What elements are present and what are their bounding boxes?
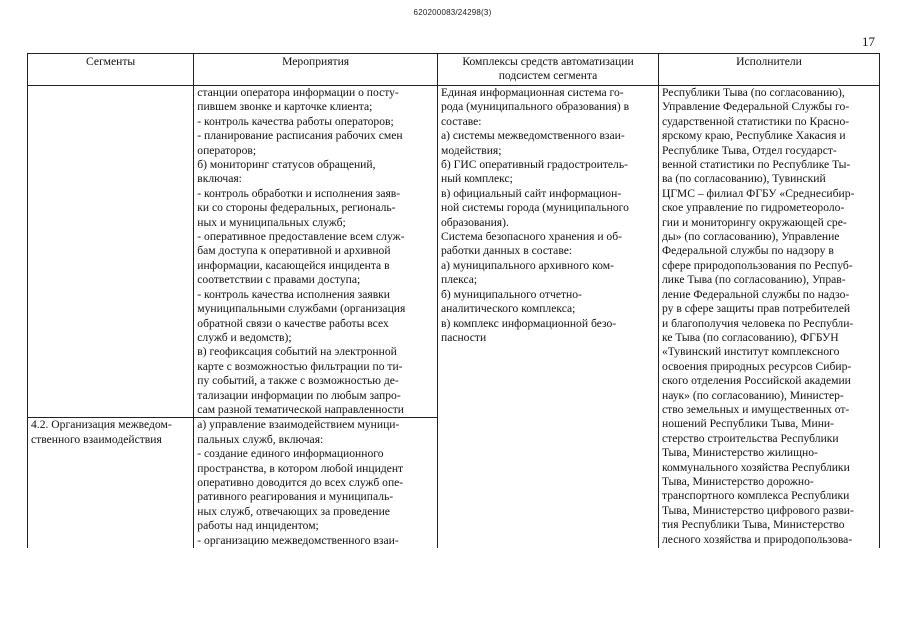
text-line: станции оператора информации о посту- [197, 86, 399, 99]
executors-cell [658, 86, 879, 549]
text-line: ративного реагирования и муниципаль- [197, 490, 394, 504]
text-line: - контроль качества исполнения заявки [197, 287, 391, 301]
text-line: - контроль качества работы операторов; [197, 114, 394, 128]
text-line: ке Тыва (по согласованию), ФГБУН [661, 330, 839, 344]
text-line: ЦГМС – филиал ФГБУ «Среднесибир- [661, 186, 855, 200]
text-line: пу событий, а также с возможностью де- [197, 374, 399, 388]
column-header-measures: Мероприятия [194, 54, 438, 86]
complexes-cell [437, 86, 658, 549]
text-line: ных и муниципальных служб; [197, 215, 346, 229]
text-line: ва (по согласованию), Тувинский [661, 172, 826, 186]
text-line: а) системы межведомственного взаи- [440, 129, 625, 143]
text-line: венной статистики по Республике Ты- [661, 158, 851, 172]
plan-table [27, 53, 880, 548]
text-line: ственного взаимодействия [31, 432, 162, 446]
text-line: наук» (по согласованию), Министер- [661, 388, 844, 402]
text-line: Управление Федеральной Службы го- [661, 100, 850, 114]
text-line: пространства, в котором любой инцидент [197, 461, 404, 475]
text-line: сфере природопользования по Респуб- [661, 258, 853, 272]
text-line: ление Федеральной службы по надзо- [661, 287, 850, 301]
text-line: Республики Тыва (по согласованию), [661, 86, 845, 99]
text-line: сам разной тематической направленности [197, 402, 405, 416]
text-line: «Тувинский институт комплексного [661, 345, 840, 359]
text-line: работы над инцидентом; [197, 519, 319, 533]
text-line: ды» (по согласованию), Управление [661, 230, 840, 244]
text-line: тия Республики Тыва, Министерство [661, 518, 845, 532]
text-line: рода (муниципального образования) в [440, 100, 630, 114]
text-line: бам доступа к оперативной и архивной [197, 244, 391, 258]
text-line: соответствии с правами доступа; [197, 273, 361, 287]
text-line: гии и мониторингу окружающей сре- [661, 215, 847, 229]
measures-cell [194, 418, 438, 548]
text-line: ярскому краю, Республике Хакасия и [661, 129, 846, 143]
text-line: работки данных в составе: [440, 244, 573, 258]
page-number: 17 [862, 34, 875, 49]
text-line: пившем звонке и карточке клиента; [197, 100, 373, 114]
text-line: ношений Республики Тыва, Мини- [661, 417, 834, 431]
text-line: лике Тыва (по согласованию), Управ- [661, 273, 846, 287]
text-line: ных служб, отвечающих за проведение [197, 504, 390, 518]
text-line: транспортного комплекса Республики [661, 489, 850, 503]
text-line: ское управление по гидрометеороло- [661, 201, 845, 215]
text-line: плекса; [440, 273, 478, 287]
table-header-row [28, 54, 880, 86]
text-line: служб и ведомств); [197, 330, 292, 344]
text-line: информации, касающейся инцидента в [197, 258, 390, 272]
text-line: карте с возможностью фильтрации по ти- [197, 359, 403, 373]
text-line: ный комплекс; [440, 172, 513, 186]
text-line: модействия; [440, 143, 502, 157]
text-line: - контроль обработки и исполнения заяв- [197, 186, 401, 200]
table-row [28, 86, 880, 418]
text-line: оперативно доводится до всех служб опе- [197, 475, 404, 489]
text-line: коммунального хозяйства Республики [661, 460, 850, 474]
text-line: ки со стороны федеральных, региональ- [197, 201, 396, 215]
text-line: Единая информационная система го- [440, 86, 624, 99]
document-code: 620200083/24298(3) [413, 8, 492, 17]
text-line: - организацию межведомственного взаи- [197, 533, 399, 547]
text-line: в) комплекс информационной безо- [440, 316, 617, 330]
text-line: включая: [197, 172, 242, 186]
text-line: в) геофиксация событий на электронной [197, 345, 397, 359]
text-line: - создание единого информационного [197, 447, 384, 461]
text-line: б) ГИС оперативный градостроитель- [440, 158, 628, 172]
text-line: сударственной статистики по Красно- [661, 114, 850, 128]
text-line: Тыва, Министерство жилищно- [661, 446, 818, 460]
text-line: ной системы города (муниципального [440, 201, 629, 215]
text-line: - планирование расписания рабочих смен [197, 129, 403, 143]
text-line: и благополучия человека по Республи- [661, 316, 854, 330]
column-header-segments: Сегменты [28, 54, 194, 86]
text-line: тализации информации по любым запро- [197, 388, 401, 402]
segment-cell [28, 86, 194, 418]
column-header-complexes: Комплексы средств автоматизации подсистем сегмента [437, 54, 658, 86]
text-line: муниципальными службами (организация [197, 302, 406, 316]
text-line: ство земельных и имущественных от- [661, 402, 850, 416]
text-line: ру в сфере защиты прав потребителей [661, 302, 851, 316]
text-line: лесного хозяйства и природопользова- [661, 532, 853, 546]
text-line: Тыва, Министерство цифрового разви- [661, 503, 854, 517]
text-line: освоения природных ресурсов Сибир- [661, 359, 852, 373]
text-line: - оперативное предоставление всем служ- [197, 230, 405, 244]
text-line: в) официальный сайт информацион- [440, 186, 622, 200]
text-line: стерство строительства Республики [661, 431, 839, 445]
text-line: пасности [440, 330, 487, 344]
column-header-executors: Исполнители [658, 54, 879, 86]
segment-cell [28, 418, 194, 548]
text-line: составе: [440, 114, 482, 128]
text-line: пальных служб, включая: [197, 432, 324, 446]
text-line: б) муниципального отчетно- [440, 287, 582, 301]
text-line: Республике Тыва, Отдел государст- [661, 143, 837, 157]
text-line: а) управление взаимодействием муници- [197, 418, 400, 432]
text-line: Система безопасного хранения и об- [440, 230, 622, 244]
text-line: а) муниципального архивного ком- [440, 258, 614, 272]
text-line: 4.2. Организация межведом- [31, 418, 172, 432]
measures-cell [194, 86, 438, 418]
text-line: б) мониторинг статусов обращений, [197, 158, 376, 172]
text-line: Тыва, Министерство дорожно- [661, 474, 814, 488]
text-line: аналитического комплекса; [440, 302, 576, 316]
text-line: Федеральной службы по надзору в [661, 244, 834, 258]
text-line: обратной связи о качестве работы всех [197, 316, 389, 330]
text-line: операторов; [197, 143, 257, 157]
text-line: образования). [440, 215, 509, 229]
text-line: ского отделения Российской академии [661, 374, 851, 388]
